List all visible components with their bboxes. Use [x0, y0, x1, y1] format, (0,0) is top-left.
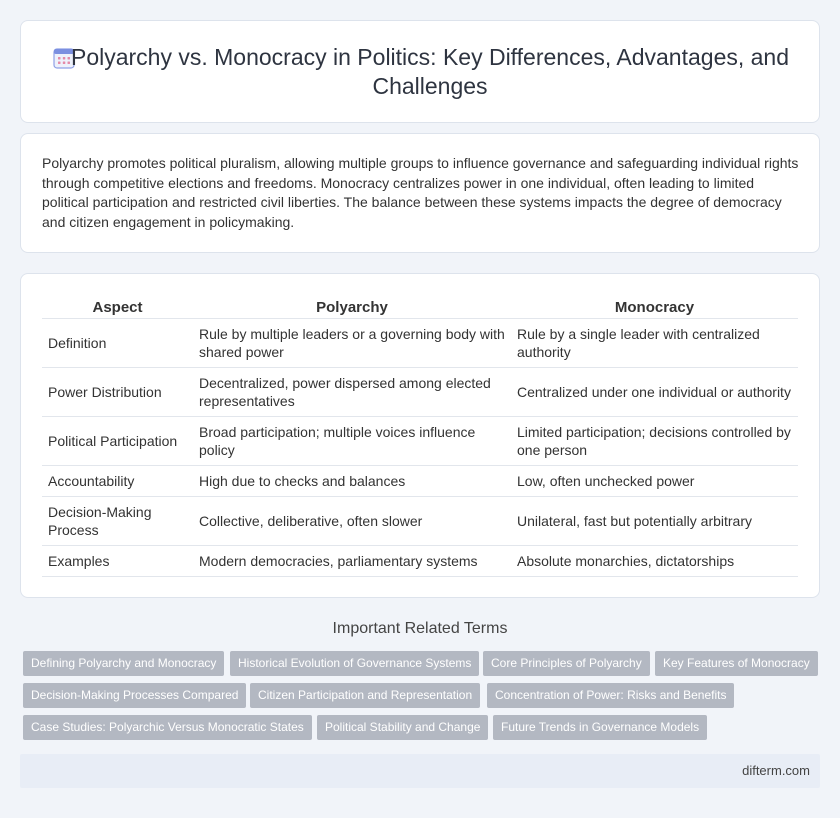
table-row [42, 368, 798, 417]
related-term-tag[interactable]: Political Stability and Change [317, 715, 488, 740]
related-term-tag[interactable]: Citizen Participation and Representation [250, 683, 480, 708]
table-row [42, 497, 798, 546]
row-aspect: Definition [42, 319, 193, 368]
related-term-tag[interactable]: Key Features of Monocracy [655, 651, 818, 676]
row-monocracy: Limited participation; decisions controlled by one person [511, 417, 798, 466]
related-term-tag[interactable]: Core Principles of Polyarchy [483, 651, 650, 676]
row-monocracy: Rule by a single leader with centralized authority [511, 319, 798, 368]
row-aspect: Decision-Making Process [42, 497, 193, 546]
row-monocracy: Unilateral, fast but potentially arbitrary [511, 497, 798, 546]
row-monocracy: Low, often unchecked power [511, 466, 798, 497]
related-terms-title: Important Related Terms [332, 620, 508, 637]
footer-site[interactable]: difterm.com [742, 763, 810, 778]
related-term-tag[interactable]: Future Trends in Governance Models [493, 715, 707, 740]
table-row [42, 417, 798, 466]
related-term-tag[interactable]: Case Studies: Polyarchic Versus Monocratic States [23, 715, 312, 740]
intro-card [20, 133, 820, 253]
row-aspect: Accountability [42, 466, 193, 497]
header-aspect: Aspect [42, 296, 193, 319]
related-term-tag[interactable]: Historical Evolution of Governance Systems [230, 651, 479, 676]
row-aspect: Political Participation [42, 417, 193, 466]
related-term-tag[interactable]: Decision-Making Processes Compared [23, 683, 246, 708]
row-polyarchy: Broad participation; multiple voices influence policy [193, 417, 511, 466]
page-title: Polyarchy vs. Monocracy in Politics: Key Differences, Advantages, and Challenges [70, 44, 790, 99]
footer [20, 754, 820, 788]
related-term-tag[interactable]: Defining Polyarchy and Monocracy [23, 651, 224, 676]
table-row [42, 466, 798, 497]
row-polyarchy: Decentralized, power dispersed among elected representatives [193, 368, 511, 417]
comparison-card [20, 273, 820, 598]
intro-text: Polyarchy promotes political pluralism, allowing multiple groups to influence governance and safeguarding individual rights through competitive elections and freedoms. Monocracy centralizes power in one individual, often leading to limited political participation and restricted civil liberties. The balance between these systems impacts the degree of democracy and citizen engagement in policymaking. [42, 155, 799, 230]
row-monocracy: Absolute monarchies, dictatorships [511, 546, 798, 577]
row-polyarchy: High due to checks and balances [193, 466, 511, 497]
table-row [42, 319, 798, 368]
row-aspect: Power Distribution [42, 368, 193, 417]
row-polyarchy: Rule by multiple leaders or a governing body with shared power [193, 319, 511, 368]
row-polyarchy: Collective, deliberative, often slower [193, 497, 511, 546]
header-polyarchy: Polyarchy [193, 296, 511, 319]
row-monocracy: Centralized under one individual or authority [511, 368, 798, 417]
row-polyarchy: Modern democracies, parliamentary systems [193, 546, 511, 577]
header-monocracy: Monocracy [511, 296, 798, 319]
table-row [42, 546, 798, 577]
comparison-table [42, 296, 798, 577]
row-aspect: Examples [42, 546, 193, 577]
table-header-row [42, 296, 798, 319]
related-term-tag[interactable]: Concentration of Power: Risks and Benefits [487, 683, 734, 708]
header-card [20, 20, 820, 123]
